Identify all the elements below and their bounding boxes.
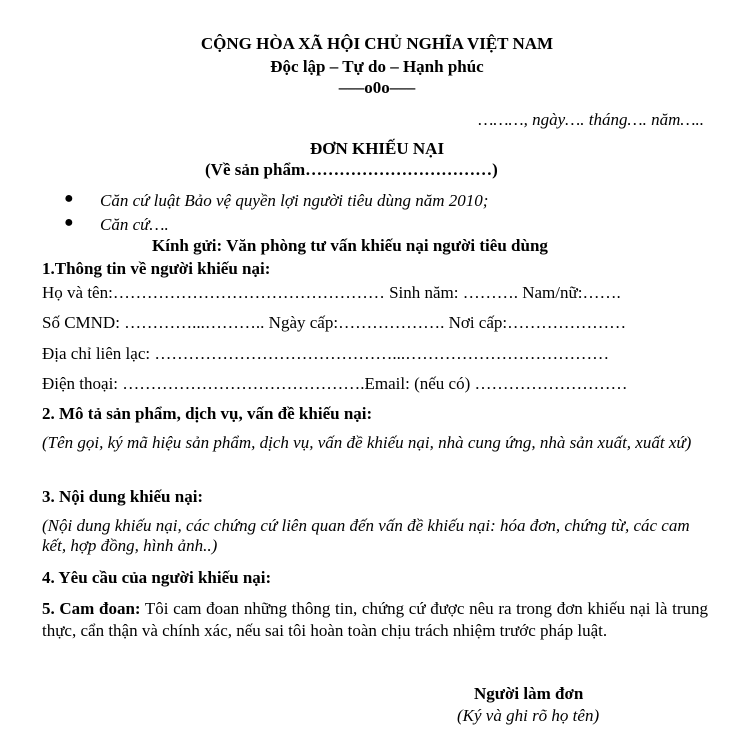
- phone-line: Điện thoại: …………………………………….Email: (nếu có) ………………………: [42, 374, 628, 393]
- signer-note: (Ký và ghi rõ họ tên): [457, 706, 600, 725]
- section1-heading: 1.Thông tin về người khiếu nại:: [42, 259, 271, 278]
- section3-heading: 3. Nội dung khiếu nại:: [42, 487, 204, 506]
- section2-heading: 2. Mô tả sản phẩm, dịch vụ, vấn đề khiếu nại:: [42, 404, 373, 423]
- signer-title: Người làm đơn: [474, 684, 584, 703]
- section3-note: (Nội dung khiếu nại, các chứng cứ liên quan đến vấn đề khiếu nại: hóa đơn, chứng từ, các cam kết, hợp đồng, hình ảnh..): [42, 516, 690, 555]
- document-title: ĐƠN KHIẾU NẠI: [309, 139, 445, 158]
- addressee: Kính gửi: Văn phòng tư vấn khiếu nại người tiêu dùng: [152, 236, 548, 255]
- section5-text: Tôi cam đoan những thông tin, chứng cứ được nêu ra trong đơn khiếu nại là trung thực, cẩn thận và chính xác, nếu sai tôi hoàn toàn chịu trách nhiệm trước pháp luật.: [42, 599, 708, 640]
- address-line: Địa chỉ liên lạc: ……………………………………...………………………………: [42, 344, 610, 363]
- bullet-icon: ●: [64, 190, 74, 207]
- section5-label: 5. Cam đoan:: [42, 599, 141, 618]
- section2-note: (Tên gọi, ký mã hiệu sản phẩm, dịch vụ, vấn đề khiếu nại, nhà cung ứng, nhà sản xuất, xuất xứ): [42, 433, 692, 452]
- bullet-icon: ●: [64, 214, 74, 231]
- name-line: Họ và tên:………………………………………… Sinh năm: ………. Nam/nữ:…….: [42, 283, 621, 302]
- header-divider: –––o0o–––: [338, 78, 416, 97]
- id-line: Số CMND: …………...……….. Ngày cấp:………………. Nơi cấp:…………………: [42, 313, 627, 332]
- basis-item: Căn cứ….: [100, 215, 169, 234]
- basis-item: Căn cứ luật Bảo vệ quyền lợi người tiêu dùng năm 2010;: [100, 191, 489, 210]
- motto: Độc lập – Tự do – Hạnh phúc: [270, 57, 484, 76]
- section5-paragraph: [42, 598, 708, 642]
- nation-title: CỘNG HÒA XÃ HỘI CHỦ NGHĨA VIỆT NAM: [200, 34, 554, 53]
- date-line: ………, ngày…. tháng…. năm…..: [478, 110, 704, 129]
- product-subtitle: (Về sản phẩm……………………………): [205, 160, 498, 179]
- section4-heading: 4. Yêu cầu của người khiếu nại:: [42, 568, 272, 587]
